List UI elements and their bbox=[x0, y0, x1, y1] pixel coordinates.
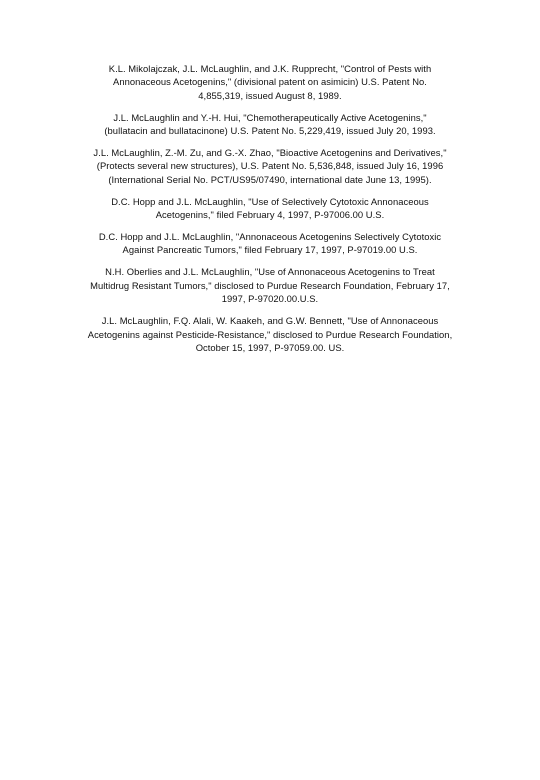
reference-line: 1997, P-97020.00.U.S. bbox=[221, 293, 319, 305]
reference-line: October 15, 1997, P-97059.00. US. bbox=[195, 341, 345, 353]
reference-line: Multidrug Resistant Tumors," disclosed to Purdue Research Foundation, February 17, bbox=[90, 279, 450, 291]
reference-line: Acetogenins," filed February 4, 1997, P-97006.00 U.S. bbox=[155, 209, 385, 221]
reference-line: Annonaceous Acetogenins," (divisional patent on asimicin) U.S. Patent No. bbox=[113, 76, 427, 88]
reference-line: J.L. McLaughlin, Z.-M. Zu, and G.-X. Zhao, "Bioactive Acetogenins and Derivatives," bbox=[93, 147, 447, 159]
reference-line: N.H. Oberlies and J.L. McLaughlin, "Use of Annonaceous Acetogenins to Treat bbox=[105, 266, 435, 278]
reference-line: Against Pancreatic Tumors," filed February 17, 1997, P-97019.00 U.S. bbox=[122, 244, 418, 256]
reference-item bbox=[70, 265, 470, 305]
reference-line: K.L. Mikolajczak, J.L. McLaughlin, and J.K. Rupprecht, "Control of Pests with bbox=[108, 63, 432, 74]
reference-item bbox=[70, 195, 470, 222]
reference-item bbox=[70, 314, 470, 354]
reference-item bbox=[70, 111, 470, 138]
reference-list bbox=[70, 62, 470, 363]
reference-line: Acetogenins against Pesticide-Resistance," disclosed to Purdue Research Foundation, bbox=[87, 328, 453, 340]
reference-line: J.L. McLaughlin and Y.-H. Hui, "Chemotherapeutically Active Acetogenins," bbox=[113, 111, 427, 123]
reference-item bbox=[70, 230, 470, 257]
reference-line: (International Serial No. PCT/US95/07490, international date June 13, 1995). bbox=[108, 173, 432, 185]
reference-line: J.L. McLaughlin, F.Q. Alali, W. Kaakeh, and G.W. Bennett, "Use of Annonaceous bbox=[101, 315, 439, 327]
reference-line: (Protects several new structures), U.S. Patent No. 5,536,848, issued July 16, 1996 bbox=[96, 160, 444, 172]
reference-line: (bullatacin and bullatacinone) U.S. Patent No. 5,229,419, issued July 20, 1993. bbox=[104, 125, 436, 137]
reference-line: D.C. Hopp and J.L. McLaughlin, "Use of Selectively Cytotoxic Annonaceous bbox=[111, 195, 429, 207]
reference-line: D.C. Hopp and J.L. McLaughlin, "Annonaceous Acetogenins Selectively Cytotoxic bbox=[98, 231, 442, 243]
reference-line: 4,855,319, issued August 8, 1989. bbox=[198, 89, 342, 101]
reference-item bbox=[70, 62, 470, 102]
reference-item bbox=[70, 146, 470, 186]
